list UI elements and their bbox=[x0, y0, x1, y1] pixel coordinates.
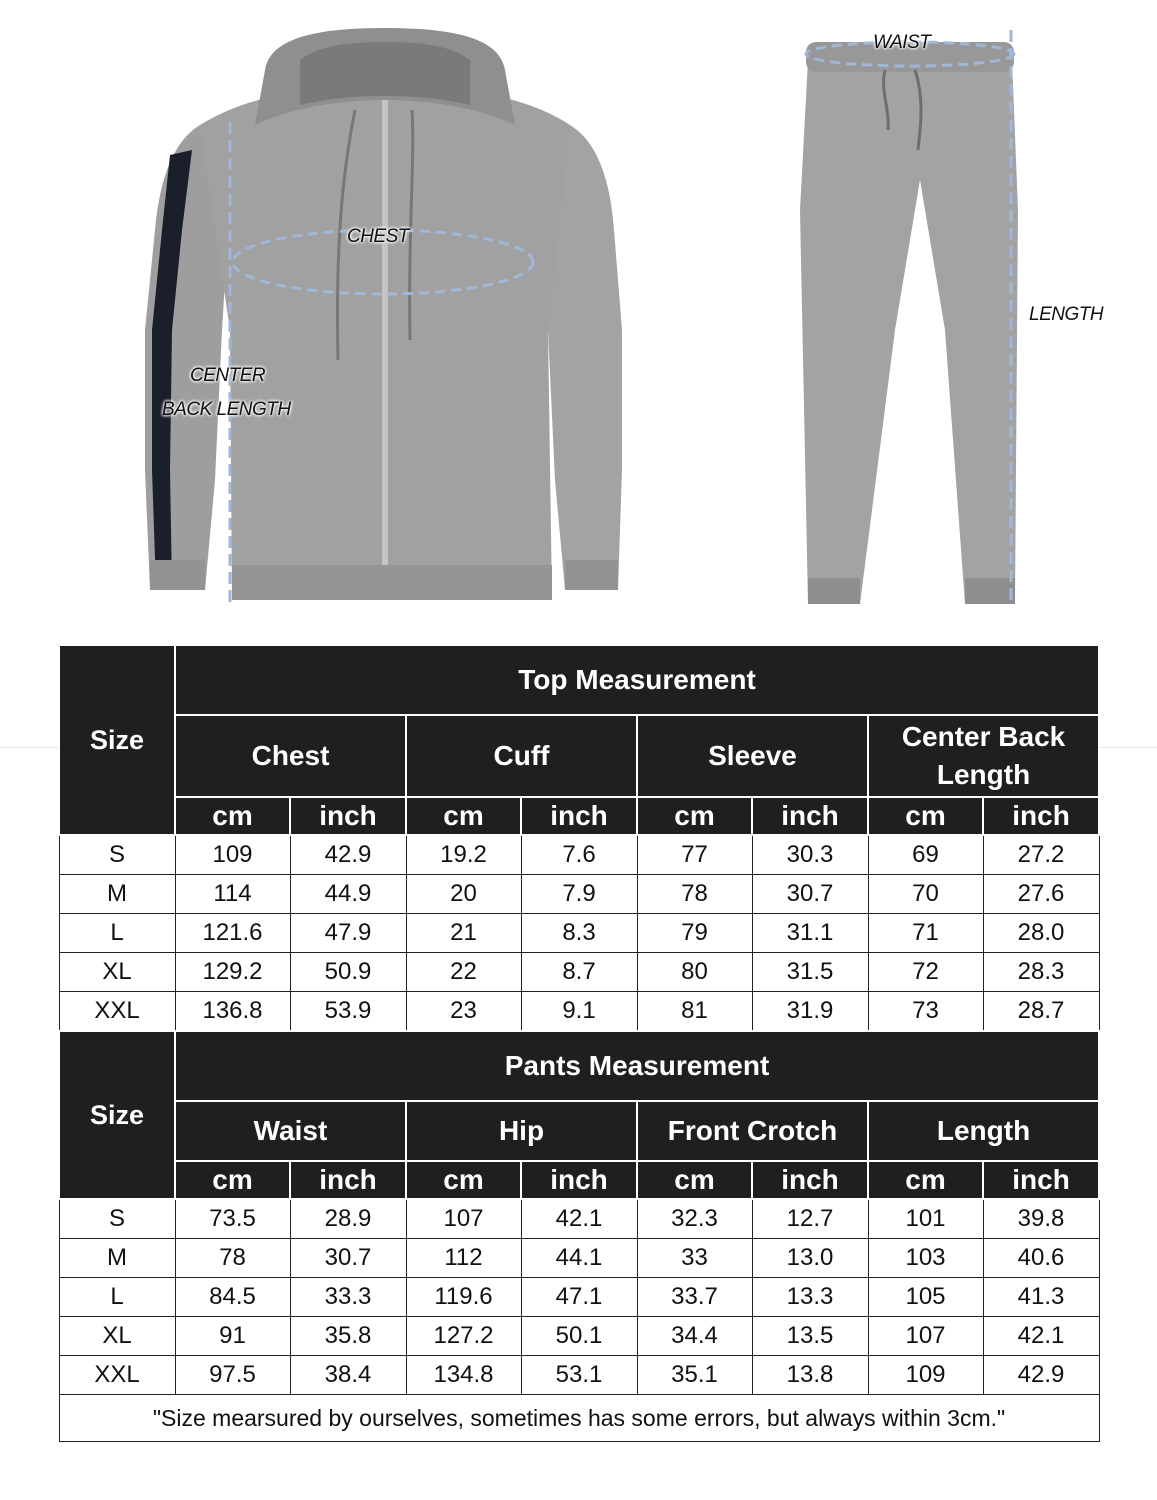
unit-label: inch bbox=[752, 797, 868, 835]
pants-group-length: Length bbox=[868, 1101, 1099, 1161]
table-cell: 21 bbox=[406, 914, 521, 953]
table-cell: 53.9 bbox=[290, 992, 406, 1032]
unit-label: cm bbox=[637, 1161, 752, 1199]
table-row bbox=[59, 1239, 1099, 1278]
table-cell: 40.6 bbox=[983, 1239, 1099, 1278]
size-chart-table bbox=[58, 644, 1100, 1442]
pants-size-header: Size bbox=[59, 1031, 175, 1199]
table-row bbox=[59, 992, 1099, 1032]
table-cell: 30.7 bbox=[290, 1239, 406, 1278]
table-cell: 136.8 bbox=[175, 992, 290, 1032]
table-cell: 28.0 bbox=[983, 914, 1099, 953]
pants-group-front-crotch: Front Crotch bbox=[637, 1101, 868, 1161]
table-row bbox=[59, 835, 1099, 875]
size-label: XL bbox=[59, 953, 175, 992]
table-cell: 13.0 bbox=[752, 1239, 868, 1278]
table-cell: 33.3 bbox=[290, 1278, 406, 1317]
unit-label: cm bbox=[868, 1161, 983, 1199]
table-cell: 13.3 bbox=[752, 1278, 868, 1317]
waist-label: WAIST bbox=[873, 32, 931, 53]
table-cell: 7.6 bbox=[521, 835, 637, 875]
table-cell: 13.5 bbox=[752, 1317, 868, 1356]
table-cell: 27.6 bbox=[983, 875, 1099, 914]
table-cell: 77 bbox=[637, 835, 752, 875]
table-cell: 35.1 bbox=[637, 1356, 752, 1395]
table-cell: 50.1 bbox=[521, 1317, 637, 1356]
size-label: L bbox=[59, 914, 175, 953]
table-cell: 84.5 bbox=[175, 1278, 290, 1317]
table-cell: 105 bbox=[868, 1278, 983, 1317]
table-cell: 80 bbox=[637, 953, 752, 992]
table-row bbox=[59, 1317, 1099, 1356]
pants-table-body bbox=[59, 1199, 1099, 1395]
hoodie-right-cuff bbox=[565, 560, 618, 590]
table-cell: 44.1 bbox=[521, 1239, 637, 1278]
table-cell: 22 bbox=[406, 953, 521, 992]
table-cell: 79 bbox=[637, 914, 752, 953]
size-note: "Size mearsured by ourselves, sometimes has some errors, but always within 3cm." bbox=[59, 1395, 1099, 1442]
pants-body bbox=[800, 60, 1018, 604]
table-cell: 12.7 bbox=[752, 1199, 868, 1239]
table-cell: 19.2 bbox=[406, 835, 521, 875]
table-cell: 34.4 bbox=[637, 1317, 752, 1356]
table-cell: 31.1 bbox=[752, 914, 868, 953]
table-cell: 33 bbox=[637, 1239, 752, 1278]
unit-label: cm bbox=[175, 1161, 290, 1199]
center-back-length-label-line2: BACK LENGTH bbox=[162, 399, 291, 420]
table-cell: 109 bbox=[868, 1356, 983, 1395]
table-cell: 33.7 bbox=[637, 1278, 752, 1317]
size-label: XXL bbox=[59, 992, 175, 1032]
top-table-header bbox=[59, 645, 1099, 835]
table-cell: 7.9 bbox=[521, 875, 637, 914]
table-cell: 114 bbox=[175, 875, 290, 914]
unit-label: inch bbox=[983, 1161, 1099, 1199]
table-row bbox=[59, 953, 1099, 992]
table-cell: 9.1 bbox=[521, 992, 637, 1032]
hoodie-left-cuff bbox=[150, 560, 205, 590]
table-cell: 35.8 bbox=[290, 1317, 406, 1356]
table-cell: 30.7 bbox=[752, 875, 868, 914]
table-cell: 28.9 bbox=[290, 1199, 406, 1239]
pants-length-label: LENGTH bbox=[1029, 304, 1104, 325]
table-cell: 101 bbox=[868, 1199, 983, 1239]
unit-label: inch bbox=[290, 797, 406, 835]
hoodie-illustration bbox=[145, 28, 622, 608]
pants-group-hip: Hip bbox=[406, 1101, 637, 1161]
garment-illustration bbox=[0, 0, 1157, 630]
top-group-cuff: Cuff bbox=[406, 715, 637, 797]
size-label: M bbox=[59, 875, 175, 914]
unit-label: cm bbox=[406, 1161, 521, 1199]
table-cell: 47.1 bbox=[521, 1278, 637, 1317]
table-cell: 70 bbox=[868, 875, 983, 914]
table-cell: 103 bbox=[868, 1239, 983, 1278]
top-size-header: Size bbox=[59, 645, 175, 835]
hoodie-hood-inner bbox=[300, 42, 470, 105]
table-cell: 72 bbox=[868, 953, 983, 992]
table-cell: 23 bbox=[406, 992, 521, 1032]
table-cell: 28.3 bbox=[983, 953, 1099, 992]
top-group-sleeve: Sleeve bbox=[637, 715, 868, 797]
pants-illustration bbox=[800, 30, 1018, 604]
table-cell: 30.3 bbox=[752, 835, 868, 875]
table-cell: 31.5 bbox=[752, 953, 868, 992]
size-label: M bbox=[59, 1239, 175, 1278]
pants-table-header bbox=[59, 1031, 1099, 1199]
table-cell: 20 bbox=[406, 875, 521, 914]
table-row bbox=[59, 1278, 1099, 1317]
table-cell: 127.2 bbox=[406, 1317, 521, 1356]
table-cell: 28.7 bbox=[983, 992, 1099, 1032]
top-measurement-title: Top Measurement bbox=[175, 645, 1099, 715]
table-cell: 8.3 bbox=[521, 914, 637, 953]
table-cell: 39.8 bbox=[983, 1199, 1099, 1239]
unit-label: cm bbox=[868, 797, 983, 835]
table-cell: 107 bbox=[868, 1317, 983, 1356]
table-row bbox=[59, 914, 1099, 953]
table-cell: 107 bbox=[406, 1199, 521, 1239]
top-group-chest: Chest bbox=[175, 715, 406, 797]
pants-units-row bbox=[59, 1161, 1099, 1199]
pants-group-waist: Waist bbox=[175, 1101, 406, 1161]
table-cell: 44.9 bbox=[290, 875, 406, 914]
table-cell: 32.3 bbox=[637, 1199, 752, 1239]
table-cell: 71 bbox=[868, 914, 983, 953]
pants-left-cuff bbox=[808, 578, 860, 604]
top-units-row bbox=[59, 797, 1099, 835]
unit-label: inch bbox=[983, 797, 1099, 835]
table-cell: 119.6 bbox=[406, 1278, 521, 1317]
table-cell: 27.2 bbox=[983, 835, 1099, 875]
table-cell: 8.7 bbox=[521, 953, 637, 992]
unit-label: inch bbox=[521, 797, 637, 835]
table-cell: 53.1 bbox=[521, 1356, 637, 1395]
table-cell: 73.5 bbox=[175, 1199, 290, 1239]
table-cell: 13.8 bbox=[752, 1356, 868, 1395]
unit-label: inch bbox=[521, 1161, 637, 1199]
size-label: XXL bbox=[59, 1356, 175, 1395]
size-label: S bbox=[59, 835, 175, 875]
unit-label: cm bbox=[175, 797, 290, 835]
table-cell: 129.2 bbox=[175, 953, 290, 992]
size-label: L bbox=[59, 1278, 175, 1317]
hoodie-hem bbox=[232, 565, 552, 600]
table-row bbox=[59, 875, 1099, 914]
unit-label: cm bbox=[406, 797, 521, 835]
table-cell: 42.9 bbox=[983, 1356, 1099, 1395]
table-cell: 112 bbox=[406, 1239, 521, 1278]
unit-label: inch bbox=[752, 1161, 868, 1199]
chest-label: CHEST bbox=[347, 226, 409, 247]
table-cell: 91 bbox=[175, 1317, 290, 1356]
table-cell: 134.8 bbox=[406, 1356, 521, 1395]
table-row bbox=[59, 1199, 1099, 1239]
table-cell: 31.9 bbox=[752, 992, 868, 1032]
center-back-length-label-line1: CENTER bbox=[190, 365, 266, 386]
table-cell: 97.5 bbox=[175, 1356, 290, 1395]
table-cell: 50.9 bbox=[290, 953, 406, 992]
table-cell: 73 bbox=[868, 992, 983, 1032]
pants-measurement-title: Pants Measurement bbox=[175, 1031, 1099, 1101]
table-cell: 42.1 bbox=[983, 1317, 1099, 1356]
table-cell: 41.3 bbox=[983, 1278, 1099, 1317]
pants-right-cuff bbox=[965, 578, 1015, 604]
table-cell: 121.6 bbox=[175, 914, 290, 953]
table-cell: 38.4 bbox=[290, 1356, 406, 1395]
unit-label: inch bbox=[290, 1161, 406, 1199]
top-group-center-back-length: Center Back Length bbox=[868, 715, 1099, 797]
top-table-body bbox=[59, 835, 1099, 1031]
table-row bbox=[59, 1356, 1099, 1395]
table-cell: 69 bbox=[868, 835, 983, 875]
size-label: XL bbox=[59, 1317, 175, 1356]
table-cell: 42.9 bbox=[290, 835, 406, 875]
table-cell: 109 bbox=[175, 835, 290, 875]
table-cell: 47.9 bbox=[290, 914, 406, 953]
table-cell: 42.1 bbox=[521, 1199, 637, 1239]
unit-label: cm bbox=[637, 797, 752, 835]
table-cell: 78 bbox=[175, 1239, 290, 1278]
table-cell: 81 bbox=[637, 992, 752, 1032]
table-cell: 78 bbox=[637, 875, 752, 914]
size-label: S bbox=[59, 1199, 175, 1239]
